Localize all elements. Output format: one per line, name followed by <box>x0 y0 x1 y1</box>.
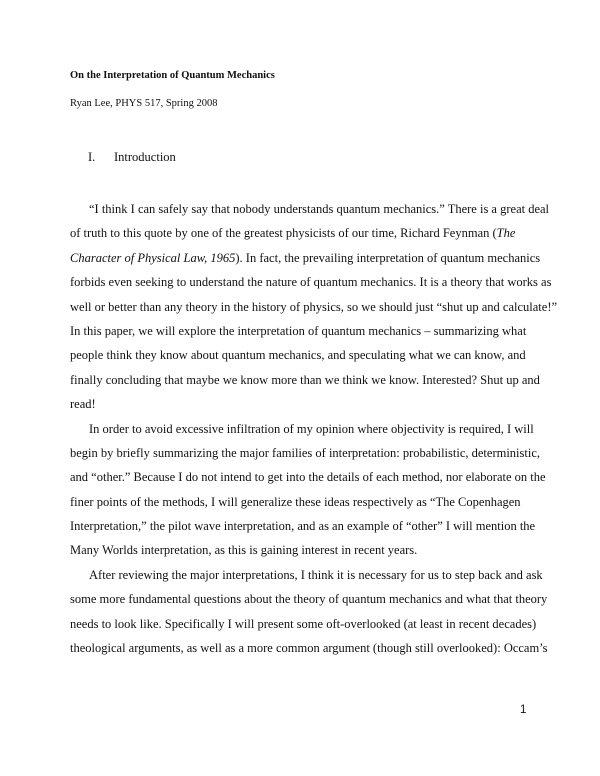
text-line <box>70 392 557 416</box>
text-segment: of truth to this quote by one of the greatest physicists of our time, Richard Feynman ( <box>70 226 497 241</box>
text-segment: forbids even seeking to understand the nature of quantum mechanics. It is a theory that works as <box>70 275 552 290</box>
section-title: Introduction <box>114 150 176 164</box>
text-segment: finally concluding that maybe we know more than we think we know. Interested? Shut up and <box>70 372 540 387</box>
text-segment: and “other.” Because I do not intend to get into the details of each method, nor elaborate on the <box>70 470 546 485</box>
body-text <box>70 197 557 660</box>
text-segment: Interpretation,” the pilot wave interpretation, and as an example of “other” I will mention the <box>70 519 536 534</box>
page-number: 1 <box>520 704 527 716</box>
text-segment: begin by briefly summarizing the major families of interpretation: probabilistic, deterministic, <box>70 445 541 460</box>
text-segment: ). In fact, the prevailing interpretation of quantum mechanics <box>235 250 541 265</box>
text-line <box>70 295 557 319</box>
text-segment: Many Worlds interpretation, as this is gaining interest in recent years. <box>70 543 418 558</box>
text-line <box>70 636 557 660</box>
text-segment: In order to avoid excessive infiltration of my opinion where objectivity is required, I will <box>89 421 534 436</box>
text-line <box>70 490 557 514</box>
text-line <box>70 612 557 636</box>
text-segment: After reviewing the major interpretations, I think it is necessary for us to step back and ask <box>89 567 543 582</box>
text-line <box>70 465 557 489</box>
section-heading <box>88 150 176 165</box>
text-line <box>70 270 557 294</box>
text-line <box>70 343 557 367</box>
author-byline: Ryan Lee, PHYS 517, Spring 2008 <box>70 98 218 109</box>
text-segment: well or better than any theory in the history of physics, so we should just “shut up and calculate!” <box>70 299 558 314</box>
text-line <box>70 563 557 587</box>
text-segment: In this paper, we will explore the interpretation of quantum mechanics – summarizing what <box>70 323 527 338</box>
text-line <box>70 587 557 611</box>
text-segment: needs to look like. Specifically I will present some oft-overlooked (at least in recent decades) <box>70 616 537 631</box>
text-line <box>70 417 557 441</box>
text-line <box>70 441 557 465</box>
text-line <box>70 246 557 270</box>
text-segment: some more fundamental questions about the theory of quantum mechanics and what that theory <box>70 592 548 607</box>
text-segment: finer points of the methods, I will generalize these ideas respectively as “The Copenhagen <box>70 494 521 509</box>
text-line <box>70 319 557 343</box>
italic-text: Character of Physical Law, 1965 <box>70 250 236 265</box>
italic-text: The <box>496 226 516 241</box>
text-line <box>70 368 557 392</box>
text-segment: people think they know about quantum mechanics, and speculating what we can know, and <box>70 348 526 363</box>
text-line <box>70 514 557 538</box>
section-number: I. <box>88 150 96 164</box>
text-line <box>70 197 557 221</box>
text-line <box>70 221 557 245</box>
text-segment: theological arguments, as well as a more common argument (though still overlooked): Occam’s <box>70 641 548 656</box>
paper-title: On the Interpretation of Quantum Mechanics <box>70 70 275 81</box>
text-segment: “I think I can safely say that nobody understands quantum mechanics.” There is a great deal <box>89 202 550 216</box>
text-line <box>70 538 557 562</box>
text-segment: read! <box>70 397 96 412</box>
